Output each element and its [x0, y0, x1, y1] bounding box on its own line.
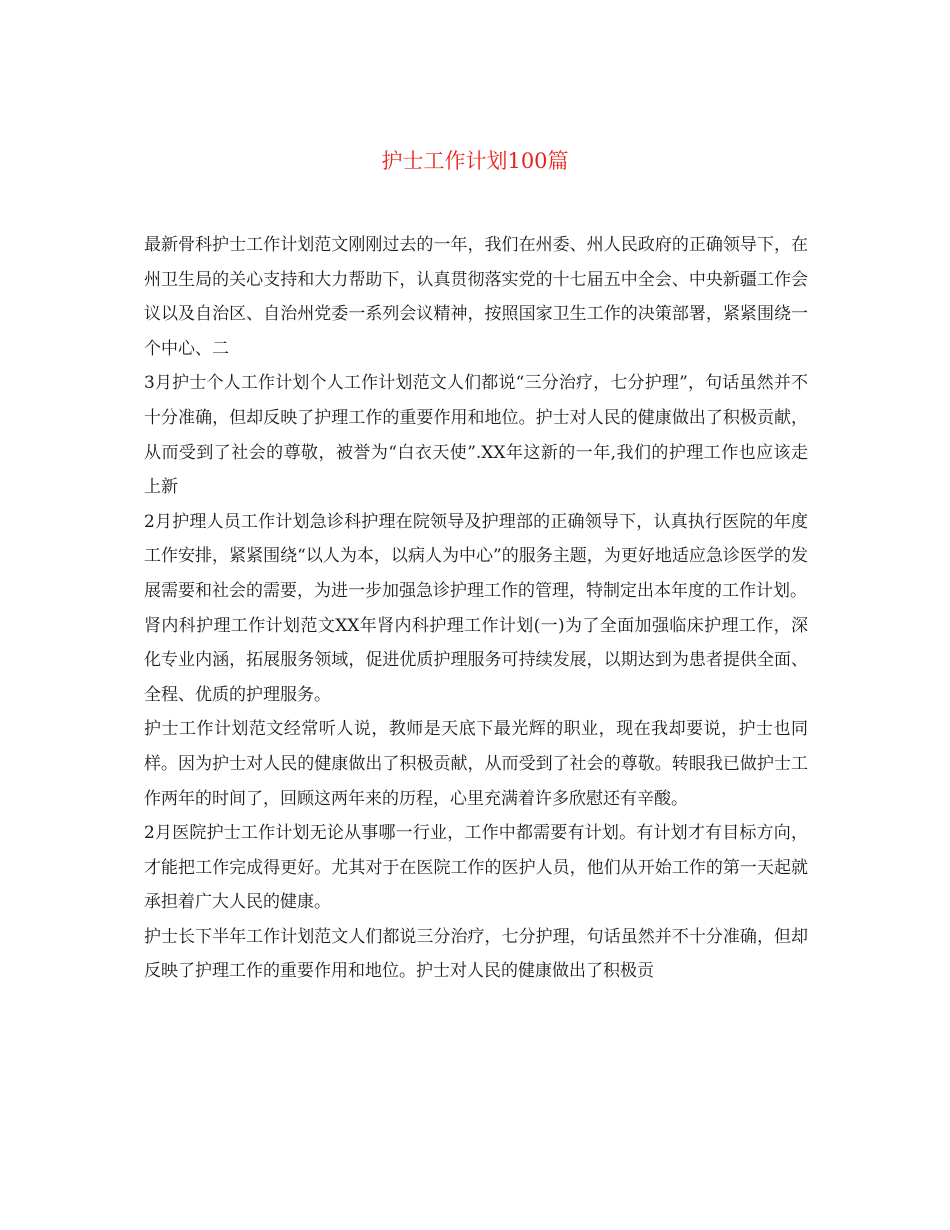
paragraph-3: 2月护理人员工作计划急诊科护理在院领导及护理部的正确领导下，认真执行医院的年度工作安排，紧紧围绕“以人为本，以病人为中心”的服务主题，为更好地适应急诊医学的发展需要和社会的需要，为进一步加强急诊护理工作的管理，特制定出本年度的工作计划。 — [144, 511, 808, 601]
document-body — [144, 228, 808, 989]
paragraph-6: 2月医院护士工作计划无论从事哪一行业，工作中都需要有计划。有计划才有目标方向，才能把工作完成得更好。尤其对于在医院工作的医护人员，他们从开始工作的第一天起就承担着广大人民的健康。 — [144, 823, 808, 913]
paragraph-4: 肾内科护理工作计划范文XX年肾内科护理工作计划(一)为了全面加强临床护理工作，深化专业内涵，拓展服务领域，促进优质护理服务可持续发展，以期达到为患者提供全面、全程、优质的护理服务。 — [144, 615, 808, 705]
paragraph-1: 最新骨科护士工作计划范文刚刚过去的一年，我们在州委、州人民政府的正确领导下，在州卫生局的关心支持和大力帮助下，认真贯彻落实党的十七届五中全会、中央新疆工作会议以及自治区、自治州党委一系列会议精神，按照国家卫生工作的决策部署，紧紧围绕一个中心、二 — [144, 235, 808, 359]
paragraph-5: 护士工作计划范文经常听人说，教师是天底下最光辉的职业，现在我却要说，护士也同样。因为护士对人民的健康做出了积极贡献，从而受到了社会的尊敬。转眼我已做护士工作两年的时间了，回顾这两年来的历程，心里充满着许多欣慰还有辛酸。 — [144, 719, 808, 809]
document-title: 护士工作计划100篇 — [381, 149, 569, 173]
paragraph-7: 护士长下半年工作计划范文人们都说三分治疗，七分护理，句话虽然并不十分准确，但却反映了护理工作的重要作用和地位。护士对人民的健康做出了积极贡 — [144, 926, 808, 982]
paragraph-2: 3月护士个人工作计划个人工作计划范文人们都说“三分治疗，七分护理”，句话虽然并不十分准确，但却反映了护理工作的重要作用和地位。护士对人民的健康做出了积极贡献，从而受到了社会的尊敬，被誉为“白衣天使”.XX年这新的一年,我们的护理工作也应该走上新 — [144, 373, 808, 498]
